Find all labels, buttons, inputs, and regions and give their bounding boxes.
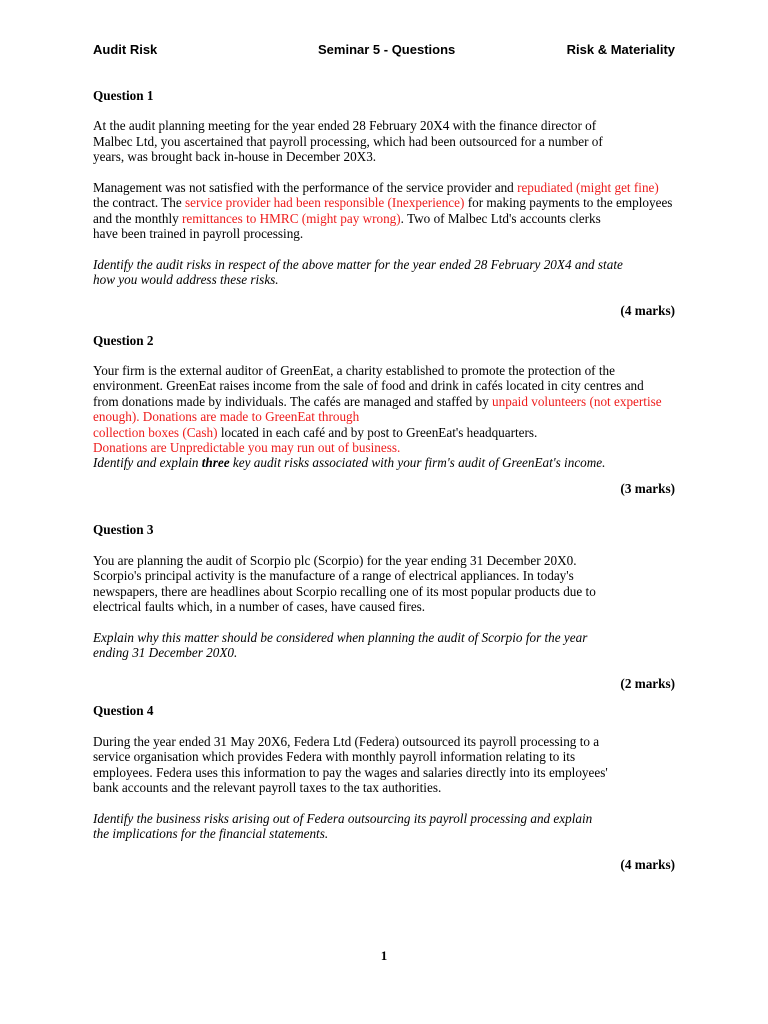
- question-3-paragraph-1: You are planning the audit of Scorpio plc (Scorpio) for the year ending 31 December 20X0. Scorpio's principal activity is the manufacture of a range of electrical appliances. In today's newspapers, there are headlines about Scorpio recalling one of its most popular products due to electrical faults which, in a number of cases, have caused fires.: [93, 552, 596, 614]
- question-2-paragraph-1: [93, 363, 663, 455]
- page-header: [93, 42, 675, 60]
- annotation-red: remittances to HMRC (might pay wrong): [182, 210, 401, 226]
- annotation-red: unpaid volunteers (not expertise enough). Donations are made to GreenEat through: [93, 393, 662, 425]
- text-run: Management was not satisfied with the performance of the service provider and: [93, 180, 518, 196]
- header-topic: Risk & Materiality: [566, 42, 675, 57]
- text-run: Your firm is the external auditor of GreenEat, a charity established to promote the protection of the environment. GreenEat raises income from the sale of food and drink in cafés located in city centres and from donations made by individuals. The cafés are managed and staffed by: [93, 363, 644, 409]
- annotation-red: collection boxes (Cash): [93, 424, 218, 440]
- question-3-instruction: Explain why this matter should be considered when planning the audit of Scorpio for the year ending 31 December 20X0.: [93, 629, 588, 661]
- text-run: the contract. The: [93, 195, 186, 211]
- question-1-paragraph-2-cont: [93, 195, 675, 241]
- header-course: Audit Risk: [93, 42, 158, 57]
- question-4-paragraph-1: During the year ended 31 May 20X6, Federa Ltd (Federa) outsourced its payroll processing to a service organisation which provides Federa with monthly payroll information relating to its employees. Federa uses this information to pay the wages and salaries directly into its employees' bank accounts and the relevant payroll taxes to the tax authorities.: [93, 733, 608, 795]
- text-run: Identify and explain: [93, 455, 202, 471]
- text-run: located in each café and by post to GreenEat's headquarters.: [217, 424, 538, 440]
- question-4-marks: (4 marks): [620, 856, 675, 872]
- text-run: have been trained in payroll processing.: [93, 226, 304, 242]
- question-3-title: Question 3: [93, 522, 154, 538]
- question-1-paragraph-1: At the audit planning meeting for the year ended 28 February 20X4 with the finance director of Malbec Ltd, you ascertained that payroll processing, which had been outsourced for a number of years, was brought back in-house in December 20X3.: [93, 118, 603, 165]
- question-2-marks: (3 marks): [620, 480, 675, 496]
- emphasis-bold: three: [201, 455, 230, 471]
- annotation-red: service provider had been responsible (Inexperience): [185, 195, 465, 211]
- question-2-title: Question 2: [93, 332, 154, 348]
- document-body: [93, 88, 675, 872]
- question-2-instruction: [93, 455, 613, 470]
- text-run: key audit risks associated with your firm's audit of GreenEat's income.: [229, 455, 606, 471]
- question-1-instruction: Identify the audit risks in respect of the above matter for the year ended 28 February 20X4 and state how you would address these risks.: [93, 257, 623, 288]
- page-number: 1: [380, 948, 388, 963]
- question-1-title: Question 1: [93, 88, 154, 103]
- question-4-title: Question 4: [93, 703, 154, 719]
- question-4-instruction: Identify the business risks arising out of Federa outsourcing its payroll processing and explain the implications for the financial statements.: [93, 810, 593, 842]
- question-1-marks: (4 marks): [620, 303, 675, 319]
- text-run: . Two of Malbec Ltd's accounts clerks: [400, 210, 601, 226]
- annotation-red: Donations are Unpredictable you may run out of business.: [93, 440, 401, 456]
- annotation-red: repudiated (might get fine): [517, 180, 659, 196]
- header-seminar: Seminar 5 - Questions: [318, 42, 456, 57]
- question-3-marks: (2 marks): [620, 675, 675, 691]
- question-1-paragraph-2: [93, 180, 675, 195]
- text-run: for making payments to the employees and the monthly: [93, 195, 673, 226]
